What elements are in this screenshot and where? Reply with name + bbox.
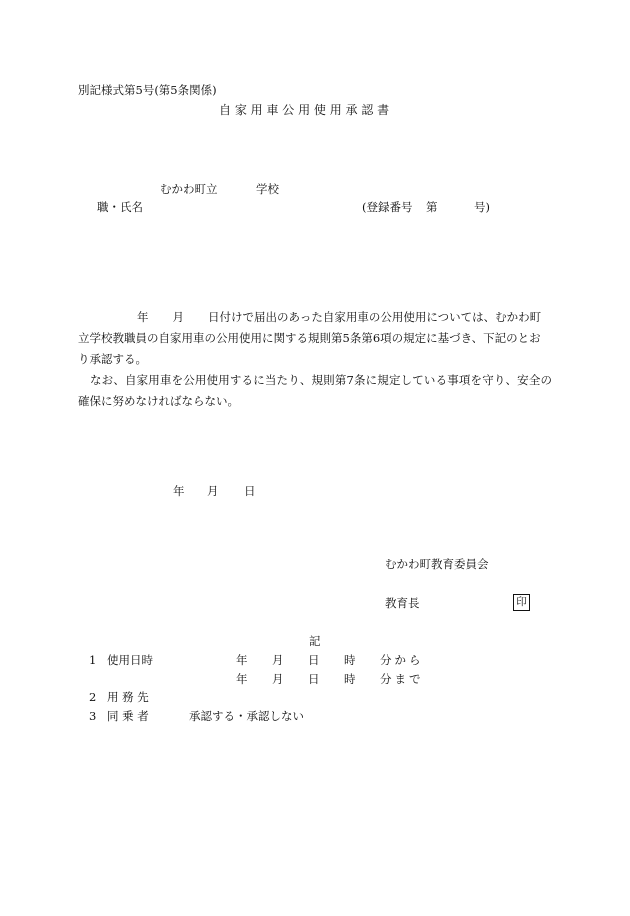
school-prefix: むかわ町立 [160, 182, 218, 196]
body-year: 年 [137, 310, 149, 324]
body-line2: 立学校教職員の自家用車の公用使用に関する規則第5条第6項の規定に基づき、下記のとお [78, 331, 541, 345]
body-paragraph2: なお、自家用車を公用使用するに当たり、規則第7条に規定している事項を守り、安全の確保に努めなければならない。 [78, 373, 552, 408]
school-suffix: 学校 [256, 182, 279, 196]
item1-start-year: 年 [236, 653, 248, 667]
item1-end-hour: 時 [344, 672, 356, 686]
registration-open: (登録番号 [362, 200, 413, 214]
board-name: むかわ町教育委員会 [385, 557, 489, 571]
form-reference: 別記様式第5号(第5条関係) [78, 83, 217, 97]
record-title: 記 [309, 634, 321, 648]
document-title: 自 家 用 車 公 用 使 用 承 認 書 [219, 103, 390, 117]
body-line3: り承認する。 [78, 352, 147, 366]
item1-start-hour: 時 [344, 653, 356, 667]
seal-mark: 印 [513, 594, 530, 611]
item1-number: 1 [89, 653, 97, 667]
date-day: 日 [244, 484, 256, 498]
item1-start-month: 月 [272, 653, 284, 667]
item1-start-day: 日 [308, 653, 320, 667]
registration-go: 号) [474, 200, 490, 214]
item1-start-minute: 分から [380, 653, 424, 667]
date-year: 年 [173, 484, 185, 498]
body-line1: 日付けで届出のあった自家用車の公用使用については、むかわ町 [208, 310, 542, 324]
date-month: 月 [207, 484, 219, 498]
approval-body [78, 307, 552, 412]
item3-number: 3 [89, 709, 97, 723]
item2-label: 用 務 先 [107, 690, 149, 704]
registration-dai: 第 [426, 200, 438, 214]
item3-value: 承認する・承認しない [189, 709, 304, 723]
item1-end-year: 年 [236, 672, 248, 686]
item3-label: 同 乗 者 [107, 709, 149, 723]
superintendent-label: 教育長 [385, 596, 420, 610]
item2-number: 2 [89, 690, 97, 704]
body-month: 月 [172, 310, 184, 324]
item1-end-minute: 分まで [380, 672, 424, 686]
item1-end-month: 月 [272, 672, 284, 686]
item1-end-day: 日 [308, 672, 320, 686]
item1-label: 使用日時 [107, 653, 153, 667]
person-label: 職・氏名 [97, 200, 143, 214]
